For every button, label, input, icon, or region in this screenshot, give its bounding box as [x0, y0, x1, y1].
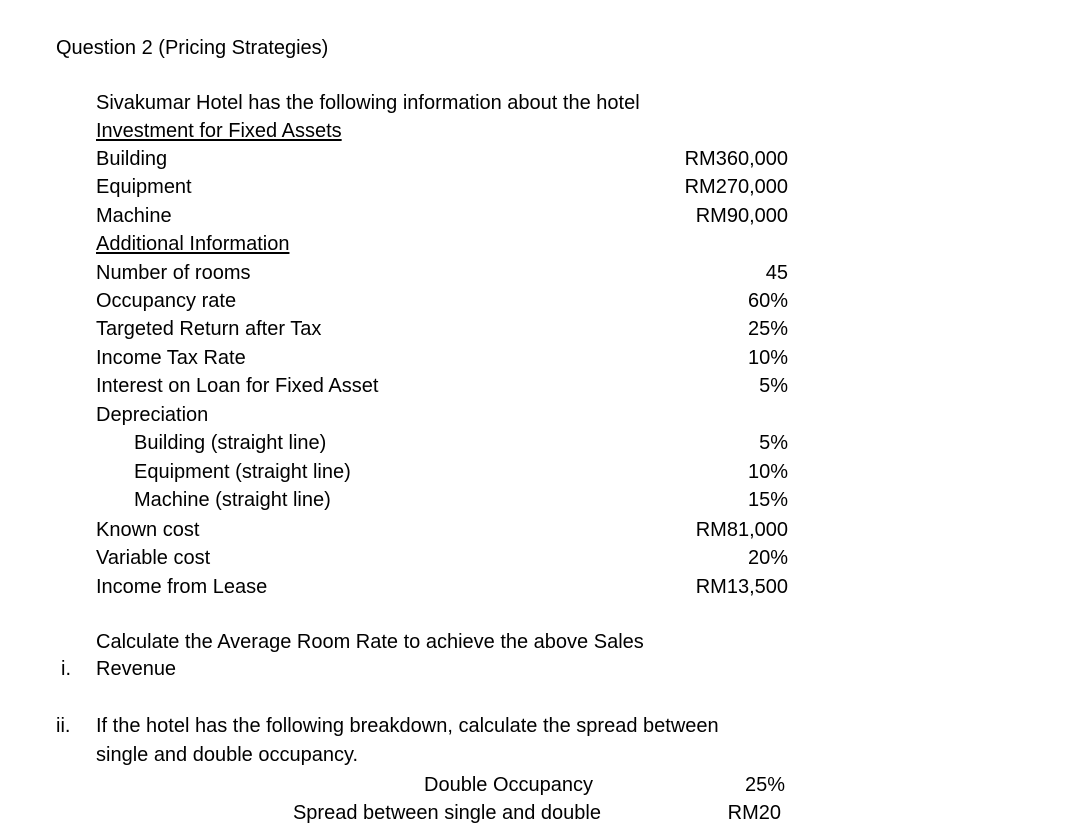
- part-ii-marker: ii.: [56, 715, 71, 737]
- info-value-interest: 5%: [759, 375, 788, 397]
- info-label-rooms: Number of rooms: [96, 262, 251, 284]
- part-i-text-line1: Calculate the Average Room Rate to achieve the above Sales: [96, 631, 644, 653]
- asset-label-machine: Machine: [96, 205, 172, 227]
- part-i-text-line2: Revenue: [96, 658, 177, 680]
- other-value-known-cost: RM81,000: [695, 519, 788, 541]
- depreciation-label: Depreciation: [96, 404, 209, 426]
- info-value-rooms: 45: [765, 262, 788, 284]
- fixed-assets-heading: Investment for Fixed Assets: [96, 120, 342, 142]
- info-label-return: Targeted Return after Tax: [96, 318, 322, 340]
- dep-label-building: Building (straight line): [134, 432, 327, 454]
- question-title: Question 2 (Pricing Strategies): [56, 37, 329, 59]
- dep-label-machine: Machine (straight line): [134, 489, 331, 511]
- info-value-return: 25%: [747, 318, 788, 340]
- other-label-variable-cost: Variable cost: [96, 547, 211, 569]
- info-label-occupancy: Occupancy rate: [96, 290, 237, 312]
- part-ii-text-line1: If the hotel has the following breakdown, calculate the spread between: [96, 715, 719, 737]
- part-ii-text-line2: single and double occupancy.: [96, 744, 359, 766]
- info-value-tax: 10%: [747, 347, 788, 369]
- breakdown-value-double: 25%: [744, 774, 785, 796]
- dep-value-machine: 15%: [747, 489, 788, 511]
- other-value-lease: RM13,500: [695, 576, 788, 598]
- breakdown-label-double: Double Occupancy: [424, 774, 593, 796]
- dep-label-equipment: Equipment (straight line): [134, 461, 351, 483]
- other-value-variable-cost: 20%: [747, 547, 788, 569]
- dep-value-building: 5%: [759, 432, 788, 454]
- info-label-interest: Interest on Loan for Fixed Asset: [96, 375, 379, 397]
- asset-label-building: Building: [96, 148, 168, 170]
- additional-info-heading: Additional Information: [96, 233, 290, 255]
- asset-value-equipment: RM270,000: [684, 176, 788, 198]
- other-label-lease: Income from Lease: [96, 576, 268, 598]
- info-label-tax: Income Tax Rate: [96, 347, 246, 369]
- breakdown-label-spread: Spread between single and double: [292, 802, 601, 824]
- dep-value-equipment: 10%: [747, 461, 788, 483]
- other-label-known-cost: Known cost: [96, 519, 200, 541]
- breakdown-value-spread: RM20: [727, 802, 781, 824]
- part-i-marker: i.: [61, 658, 71, 680]
- info-value-occupancy: 60%: [747, 290, 788, 312]
- intro-text: Sivakumar Hotel has the following information about the hotel: [96, 92, 640, 114]
- asset-value-machine: RM90,000: [695, 205, 788, 227]
- asset-value-building: RM360,000: [684, 148, 788, 170]
- asset-label-equipment: Equipment: [96, 176, 192, 198]
